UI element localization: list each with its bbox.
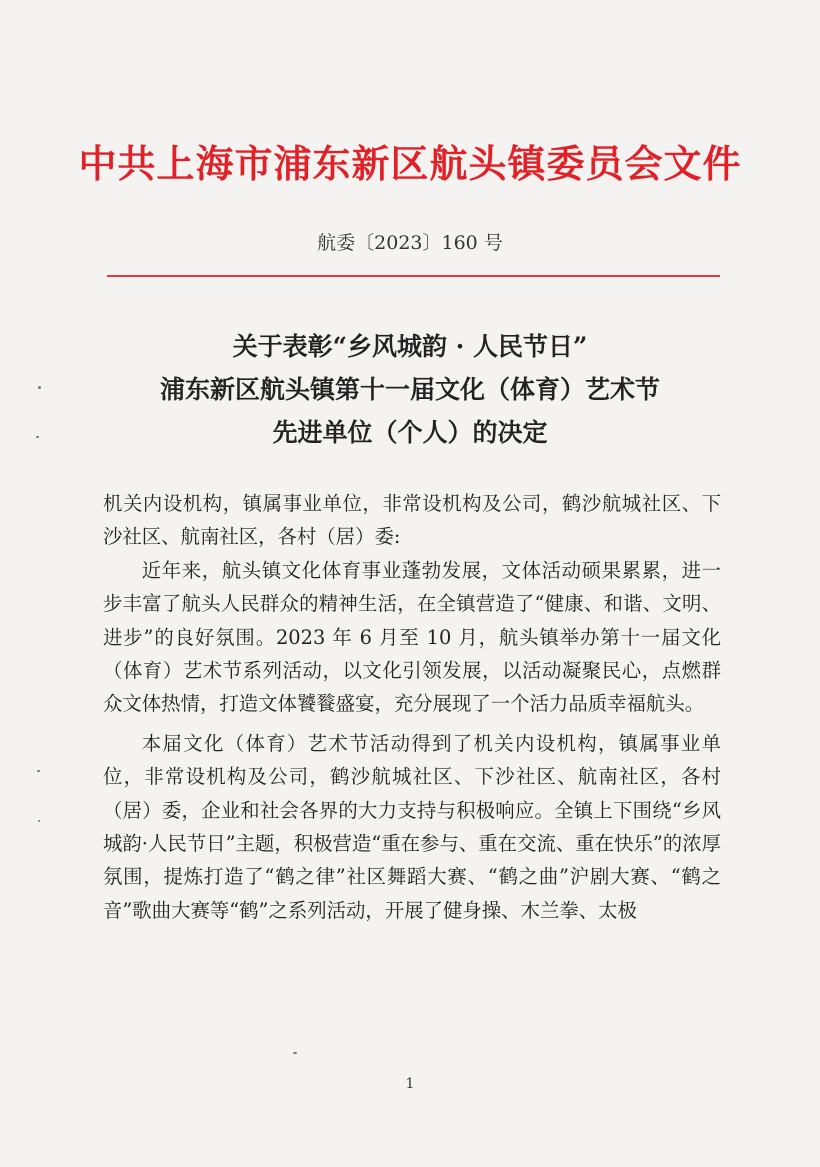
- document-title-line-2: 浦东新区航头镇第十一届文化（体育）艺术节: [159, 375, 660, 404]
- scan-speck: [293, 1052, 297, 1054]
- document-number: 航委〔2023〕160 号: [317, 232, 503, 254]
- scan-speck: [38, 820, 40, 822]
- scan-speck: [36, 436, 39, 438]
- document-title-line-3: 先进单位（个人）的决定: [272, 418, 548, 447]
- document-title-line-1: 关于表彰“乡风城韵 · 人民节日”: [232, 332, 588, 361]
- page-number: 1: [405, 1076, 415, 1092]
- body-paragraph-2: 本届文化（体育）艺术节活动得到了机关内设机构，镇属事业单位，非常设机构及公司，鹤沙航城社区、下沙社区、航南社区，各村（居）委，企业和社会各界的大力支持与积极响应。全镇上下围绕“乡风城韵·人民节日”主题，积极营造“重在参与、重在交流、重在快乐”的浓厚氛围，提炼打造了“鹤之律”社区舞蹈大赛、“鹤之曲”沪剧大赛、“鹤之音”歌曲大赛等“鹤”之系列活动，开展了健身操、木兰拳、太极: [103, 731, 721, 922]
- addressee: 机关内设机构，镇属事业单位，非常设机构及公司，鹤沙航城社区、下沙社区、航南社区，各村（居）委:: [103, 492, 721, 549]
- issuer-header: 中共上海市浦东新区航头镇委员会文件: [78, 142, 742, 186]
- red-divider-line: [107, 275, 720, 277]
- body-paragraph-1: 近年来，航头镇文化体育事业蓬勃发展，文体活动硕果累累，进一步丰富了航头人民群众的精神生活，在全镇营造了“健康、和谐、文明、进步”的良好氛围。2023 年 6 月至 10 月，航头镇举办第十一届文化（体育）艺术节系列活动，以文化引领发展，以活动凝聚民心，点燃群众文体热情，打造文体饕餮盛宴，充分展现了一个活力品质幸福航头。: [103, 558, 721, 716]
- document-body: [103, 487, 721, 927]
- scan-speck: [38, 386, 41, 389]
- scan-speck: [37, 770, 40, 772]
